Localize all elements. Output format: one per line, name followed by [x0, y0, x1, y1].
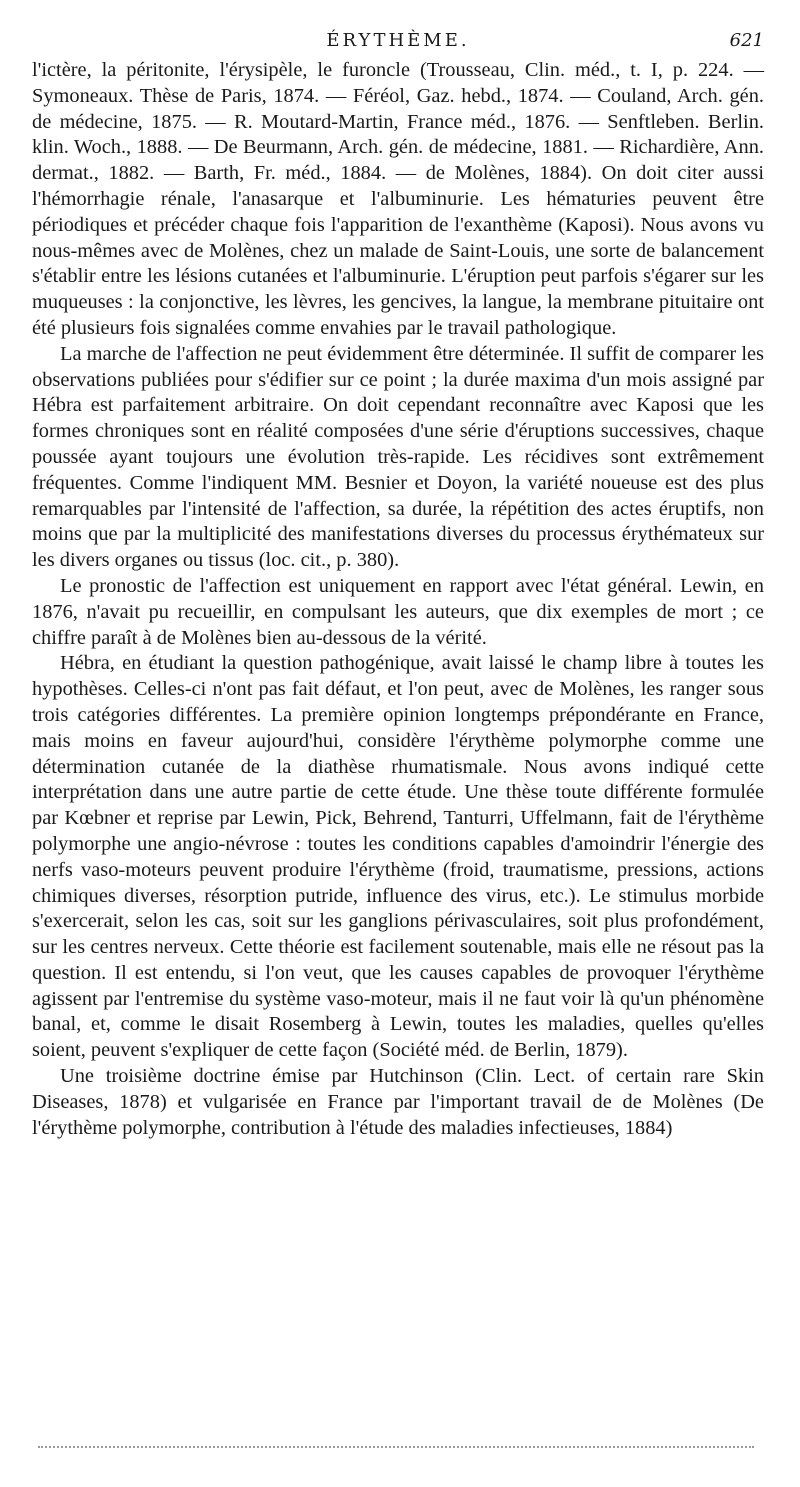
paragraph-5: Une troisième doctrine émise par Hutchinson (Clin. Lect. of certain rare Skin Diseases, 1878) et vulgarisée en France par l'important travail de de Molènes (De l'érythème polymorphe, contribution à l'étude des maladies infectieuses, 1884) [32, 1065, 764, 1139]
page-number: 621 [729, 30, 764, 51]
paragraph-3: Le pronostic de l'affection est uniquement en rapport avec l'état général. Lewin, en 1876, n'avait pu recueillir, en compulsant les auteurs, que dix exemples de mort ; ce chiffre paraît à de Molènes bien au-dessous de la vérité. [32, 574, 764, 649]
paragraph-2: La marche de l'affection ne peut évidemment être déterminée. Il suffit de comparer les observations publiées pour s'édifier sur ce point ; la durée maxima d'un mois assigné par Hébra est parfaitement arbitraire. On doit cependant reconnaître avec Kaposi que les formes chroniques sont en réalité composées d'une série d'éruptions successives, chaque poussée ayant toujours une évolution très-rapide. Les récidives sont extrêmement fréquentes. Comme l'indiquent MM. Besnier et Doyon, la variété noueuse est des plus remarquables par l'intensité de l'affection, sa durée, la répétition des actes éruptifs, non moins que par la multiplicité des manifestations diverses du processus érythémateux sur les divers organes ou tissus (loc. cit., p. 380). [32, 342, 764, 572]
paragraph-1: l'ictère, la péritonite, l'érysipèle, le furoncle (Trousseau, Clin. méd., t. I, p. 224. — Symoneaux. Thèse de Paris, 1874. — Féréol, Gaz. hebd., 1874. — Couland, Arch. gén. de médecine, 1875. — R. Moutard-Martin, France méd., 1876. — Senftleben. Berlin. klin. Woch., 1888. — De Beurmann, Arch. gén. de médecine, 1881. — Richardière, Ann. dermat., 1882. — Barth, Fr. méd., 1884. — de Molènes, 1884). On doit citer aussi l'hémorrhagie rénale, l'anasarque et l'albuminurie. Les hématuries peuvent être périodiques et précéder chaque fois l'apparition de l'exanthème (Kaposi). Nous avons vu nous-mêmes avec de Molènes, chez un malade de Saint-Louis, une sorte de balancement s'établir entre les lésions cutanées et l'albuminurie. L'éruption peut parfois s'égarer sur les muqueuses : la conjonctive, les lèvres, les gencives, la langue, la membrane pituitaire ont été plusieurs fois signalées comme envahies par le travail pathologique. [32, 59, 764, 339]
paragraph-4: Hébra, en étudiant la question pathogénique, avait laissé le champ libre à toutes les hypothèses. Celles-ci n'ont pas fait défaut, et l'on peut, avec de Molènes, les ranger sous trois catégories différentes. La première opinion longtemps prépondérante en France, mais moins en faveur aujourd'hui, considère l'érythème polymorphe comme une détermination cutanée de la diathèse rhumatismale. Nous avons indiqué cette interprétation dans une autre partie de cette étude. Une thèse toute différente formulée par Kœbner et reprise par Lewin, Pick, Behrend, Tanturri, Uffelmann, fait de l'érythème polymorphe une angio-névrose : toutes les conditions capables d'amoindrir l'énergie des nerfs vaso-moteurs peuvent produire l'érythème (froid, traumatisme, pressions, actions chimiques diverses, résorption putride, influence des virus, etc.). Le stimulus morbide s'exercerait, selon les cas, soit sur les ganglions périvasculaires, soit plus profondément, sur les centres nerveux. Cette théorie est facilement soutenable, mais elle ne résout pas la question. Il est entendu, si l'on veut, que les causes capables de provoquer l'érythème agissent par l'entremise du système vaso-moteur, mais il ne faut voir là qu'un phénomène banal, et, comme le disait Rosemberg à Lewin, toutes les maladies, quelles qu'elles soient, peuvent s'expliquer de cette façon (Société méd. de Berlin, 1879). [32, 652, 764, 1062]
footer-rule [38, 1446, 754, 1448]
page-header [32, 30, 764, 56]
body-text [32, 58, 764, 1141]
running-title: ÉRYTHÈME. [326, 30, 470, 51]
